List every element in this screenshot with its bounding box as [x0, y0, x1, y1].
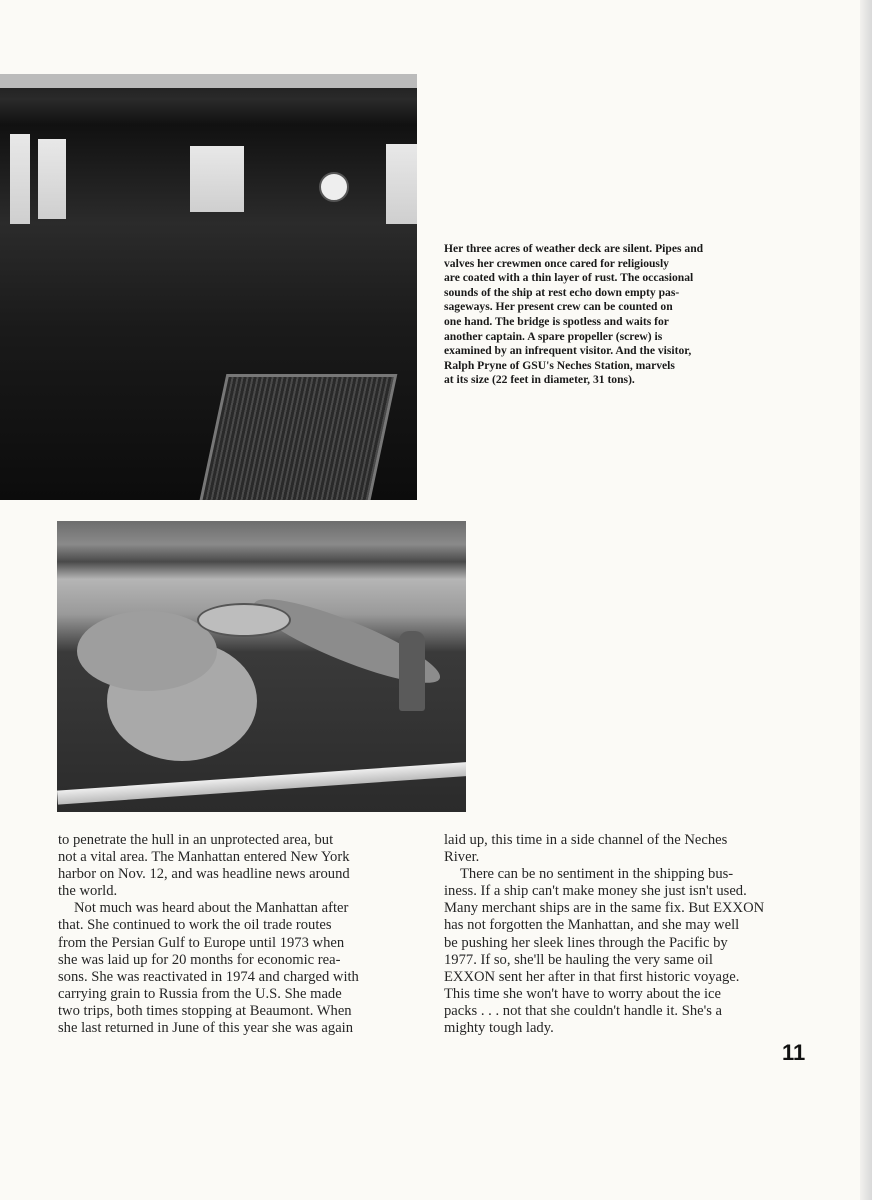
text-line: valves her crewmen once cared for religiously	[444, 256, 669, 270]
ceiling-window	[0, 74, 417, 88]
bridge-window	[190, 146, 244, 212]
text-line: are coated with a thin layer of rust. The occasional	[444, 271, 694, 285]
text-line: that. She continued to work the oil trade routes	[58, 917, 332, 934]
photo-caption	[444, 242, 764, 388]
spare-propeller-photo	[57, 521, 466, 812]
bridge-window	[10, 134, 30, 224]
ship-rail	[57, 761, 466, 804]
text-line: laid up, this time in a side channel of the Neches	[444, 832, 728, 848]
text-line: Ralph Pryne of GSU's Neches Station, marvels	[444, 358, 675, 372]
page-edge	[860, 0, 872, 1200]
propeller-hub	[197, 603, 291, 637]
text-line: another captain. A spare propeller (screw) is	[444, 329, 663, 343]
page-number: 11	[782, 1040, 806, 1065]
deck-grate	[184, 374, 398, 500]
text-line: EXXON sent her after in that first historic voyage.	[444, 968, 740, 985]
text-line: packs . . . not that she couldn't handle it. She's a	[444, 1002, 723, 1019]
text-line: two trips, both times stopping at Beaumont. When	[58, 1002, 352, 1019]
text-line: to penetrate the hull in an unprotected area, but	[58, 832, 334, 848]
text-line: examined by an infrequent visitor. And the visitor,	[444, 344, 692, 358]
text-line: be pushing her sleek lines through the Pacific by	[444, 934, 728, 951]
article-column-right	[444, 832, 764, 1037]
text-line: she was laid up for 20 months for economic rea-	[58, 951, 341, 968]
text-line: River.	[444, 849, 480, 866]
text-line: one hand. The bridge is spotless and waits for	[444, 314, 669, 328]
text-line: Many merchant ships are in the same fix. But EXXON	[444, 900, 765, 917]
bridge-window	[38, 139, 66, 219]
bridge-window	[386, 144, 417, 224]
text-line: has not forgotten the Manhattan, and she may well	[444, 917, 740, 934]
article-column-left	[58, 832, 359, 1037]
text-line: sons. She was reactivated in 1974 and charged with	[58, 968, 359, 985]
text-line: There can be no sentiment in the shipping bus-	[460, 866, 734, 883]
text-line: Not much was heard about the Manhattan after	[74, 900, 349, 917]
text-line: 1977. If so, she'll be hauling the very same oil	[444, 951, 713, 968]
text-line: not a vital area. The Manhattan entered New York	[58, 849, 350, 866]
door-porthole	[319, 172, 349, 202]
text-line: carrying grain to Russia from the U.S. She made	[58, 985, 342, 1002]
text-line: from the Persian Gulf to Europe until 1973 when	[58, 934, 345, 951]
visitor-figure	[399, 631, 425, 711]
text-line: Her three acres of weather deck are silent. Pipes and	[444, 242, 704, 255]
ship-bridge-photo	[0, 74, 417, 500]
text-line: she last returned in June of this year she was again	[58, 1020, 354, 1037]
text-line: sounds of the ship at rest echo down empty pas-	[444, 285, 680, 299]
propeller-blade	[77, 611, 217, 691]
text-line: This time she won't have to worry about the ice	[444, 985, 722, 1002]
text-line: iness. If a ship can't make money she just isn't used.	[444, 883, 747, 900]
text-line: mighty tough lady.	[444, 1020, 554, 1037]
text-line: the world.	[58, 883, 118, 900]
text-line: sageways. Her present crew can be counted on	[444, 300, 673, 314]
text-line: at its size (22 feet in diameter, 31 tons).	[444, 373, 635, 387]
text-line: harbor on Nov. 12, and was headline news around	[58, 866, 350, 883]
